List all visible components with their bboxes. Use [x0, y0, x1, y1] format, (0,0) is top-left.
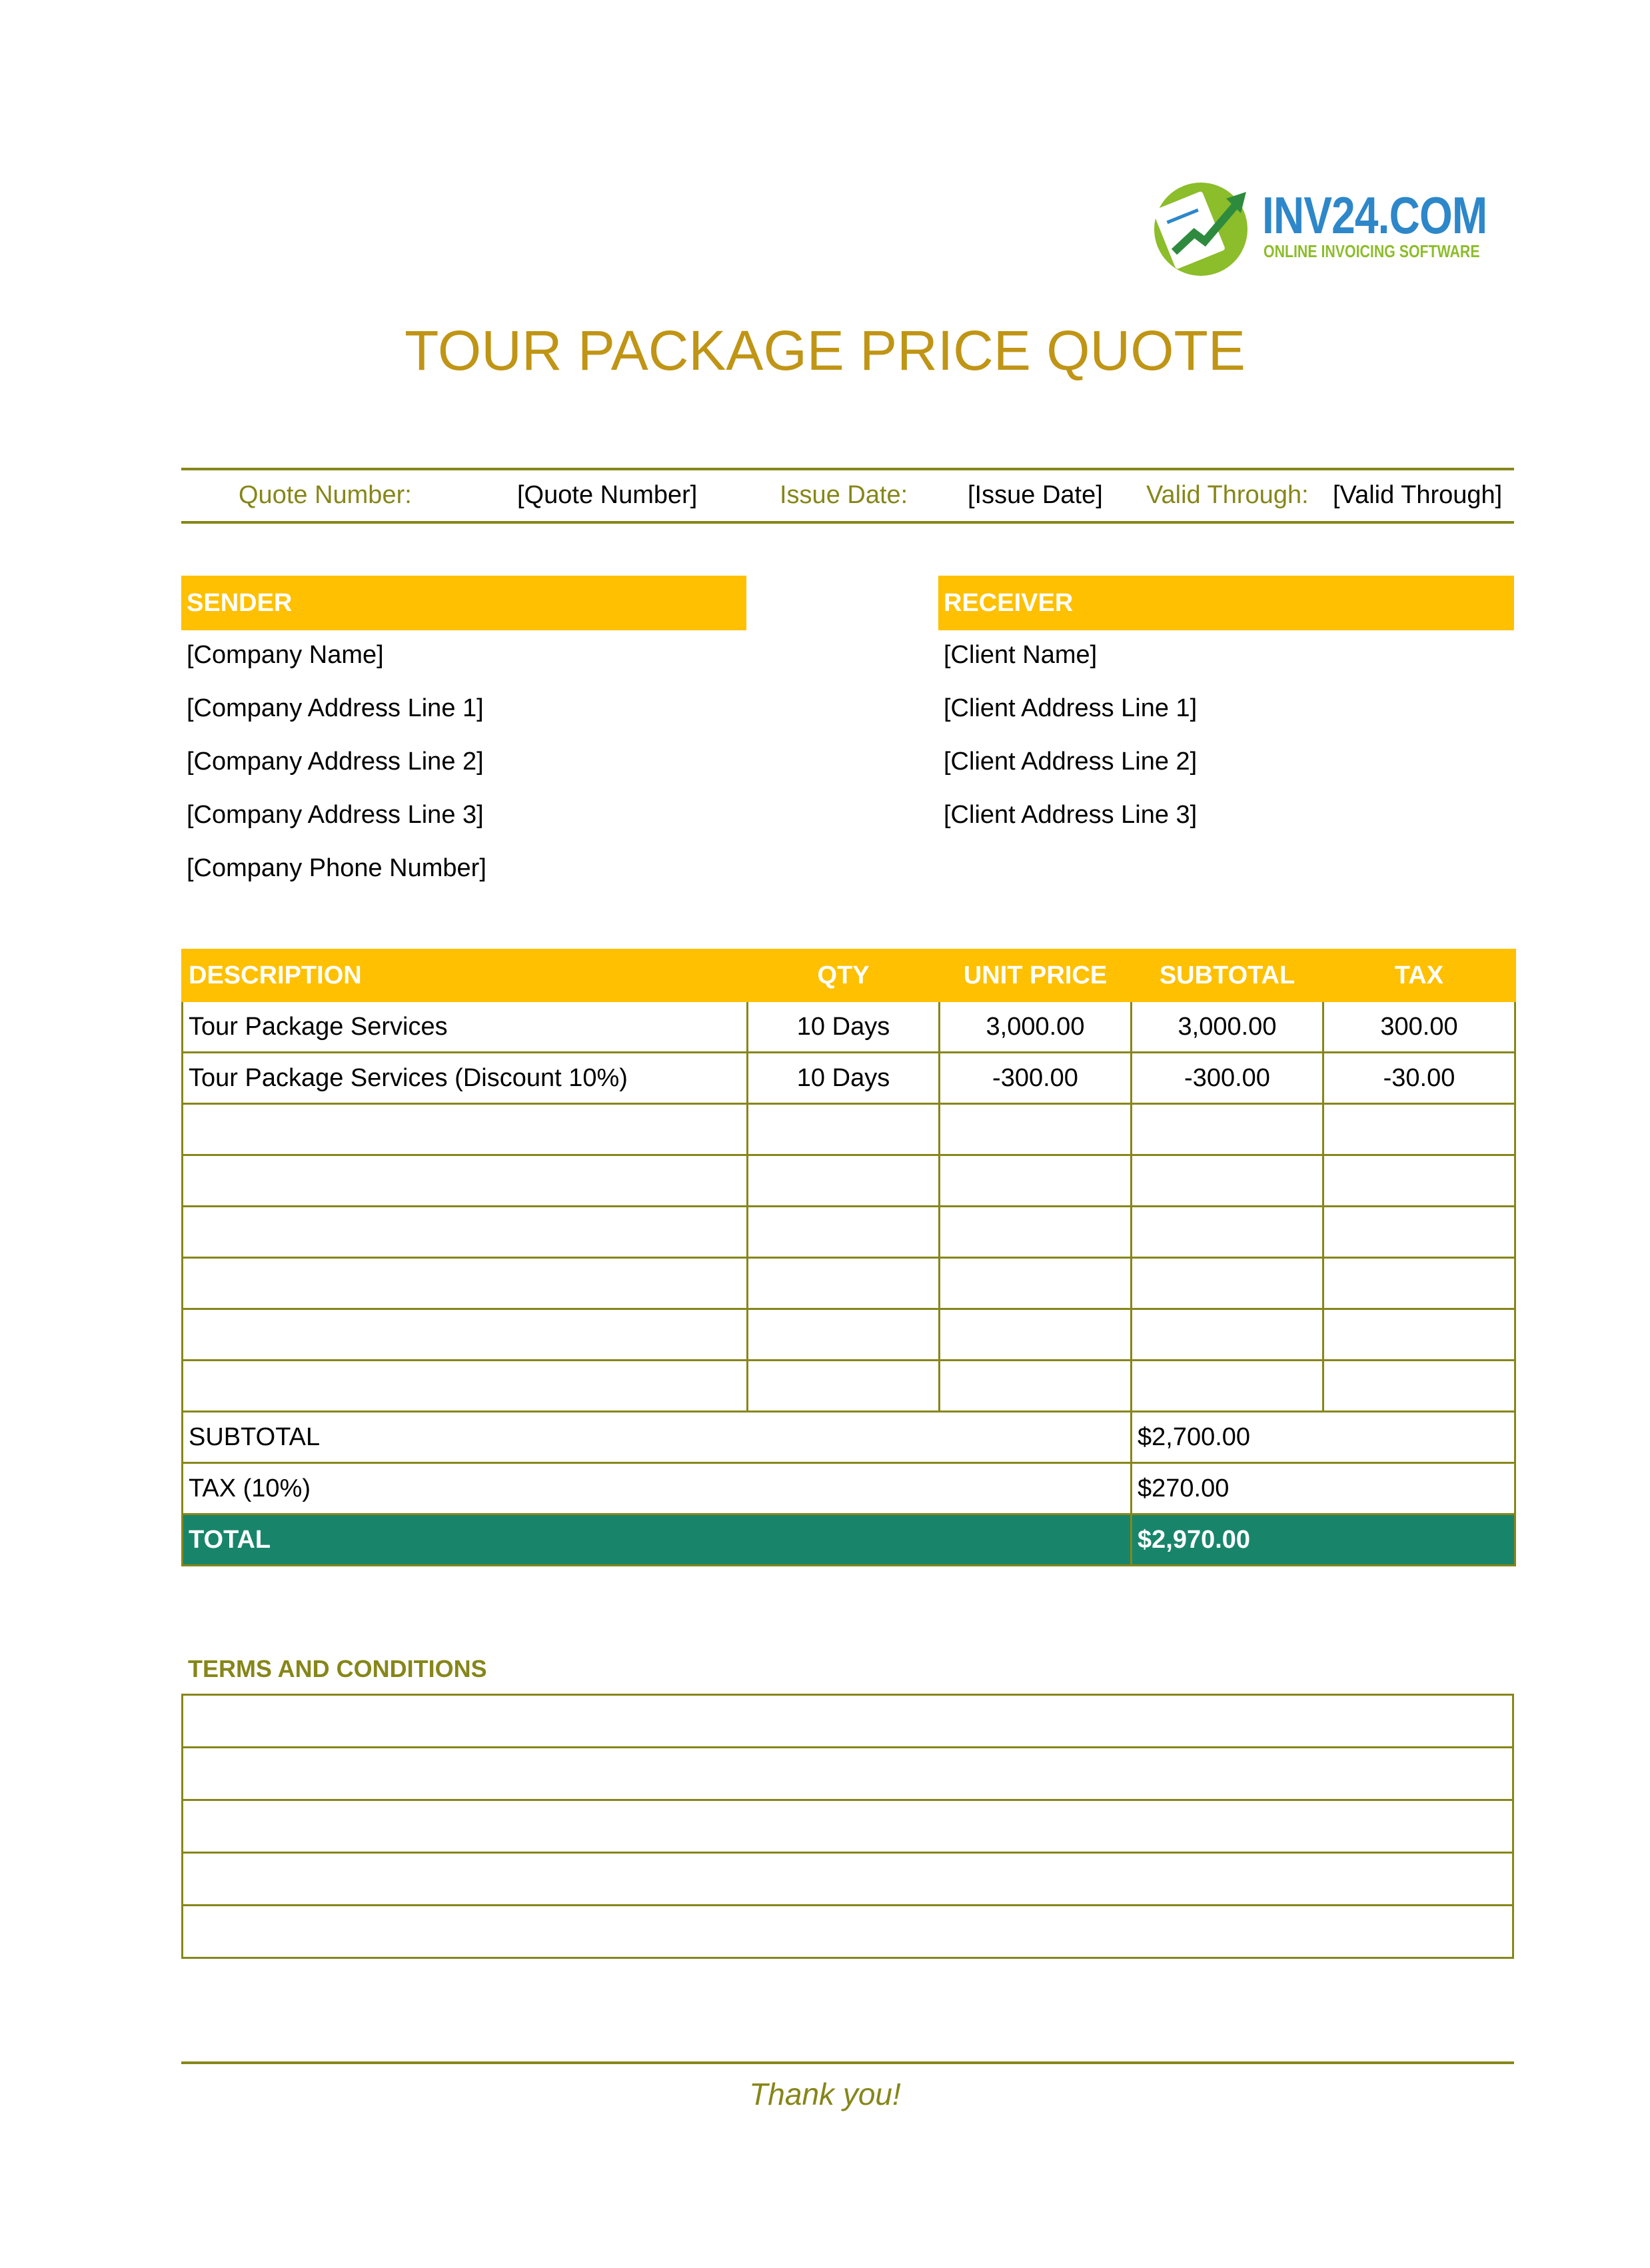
- item-tax[interactable]: [1323, 1104, 1515, 1155]
- item-description[interactable]: Tour Package Services: [183, 1001, 748, 1053]
- item-description[interactable]: [183, 1361, 748, 1412]
- header-subtotal: SUBTOTAL: [1132, 950, 1323, 1001]
- valid-through-label: Valid Through:: [1146, 481, 1309, 509]
- item-unit-price[interactable]: [940, 1361, 1132, 1412]
- header-unit-price: UNIT PRICE: [940, 950, 1132, 1001]
- tax-label: TAX (10%): [183, 1463, 1132, 1514]
- subtotal-row: [183, 1412, 1515, 1463]
- item-tax[interactable]: [1323, 1258, 1515, 1309]
- item-subtotal[interactable]: 3,000.00: [1132, 1001, 1323, 1053]
- total-value: $2,970.00: [1132, 1514, 1515, 1566]
- receiver-client-name: [Client Name]: [944, 641, 1098, 669]
- item-tax[interactable]: [1323, 1361, 1515, 1412]
- terms-table: [181, 1694, 1514, 1959]
- item-subtotal[interactable]: [1132, 1258, 1323, 1309]
- item-tax[interactable]: [1323, 1207, 1515, 1258]
- footer-rule: [181, 2061, 1514, 2064]
- item-qty[interactable]: [748, 1104, 940, 1155]
- item-subtotal[interactable]: [1132, 1155, 1323, 1207]
- company-logo: [1148, 172, 1487, 279]
- tax-row: [183, 1463, 1515, 1514]
- terms-row: [183, 1748, 1513, 1800]
- quote-number-label: Quote Number:: [239, 481, 412, 509]
- terms-cell[interactable]: [183, 1748, 1513, 1800]
- terms-heading: TERMS AND CONDITIONS: [188, 1655, 487, 1682]
- item-qty[interactable]: [748, 1258, 940, 1309]
- table-row: [183, 1361, 1515, 1412]
- sender-address-line-2: [Company Address Line 2]: [187, 748, 484, 776]
- meta-top-rule: [181, 468, 1514, 470]
- receiver-address-line-3: [Client Address Line 3]: [944, 801, 1198, 829]
- item-tax[interactable]: 300.00: [1323, 1001, 1515, 1053]
- header-description: DESCRIPTION: [183, 950, 748, 1001]
- item-description[interactable]: [183, 1104, 748, 1155]
- terms-row: [183, 1800, 1513, 1853]
- subtotal-label: SUBTOTAL: [183, 1412, 1132, 1463]
- sender-heading: SENDER: [187, 589, 293, 617]
- table-row: [183, 1053, 1515, 1104]
- item-qty[interactable]: [748, 1155, 940, 1207]
- issue-date-value: [Issue Date]: [968, 481, 1103, 509]
- document-title: TOUR PACKAGE PRICE QUOTE: [405, 319, 1245, 382]
- receiver-header: [938, 576, 1514, 630]
- logo-text: INV24.COM: [1262, 186, 1487, 245]
- item-unit-price[interactable]: [940, 1258, 1132, 1309]
- items-header-row: [183, 950, 1515, 1001]
- table-row: [183, 1155, 1515, 1207]
- item-subtotal[interactable]: [1132, 1104, 1323, 1155]
- sender-company-name: [Company Name]: [187, 641, 384, 669]
- logo-tagline: ONLINE INVOICING SOFTWARE: [1263, 241, 1480, 261]
- item-unit-price[interactable]: [940, 1104, 1132, 1155]
- item-tax[interactable]: [1323, 1155, 1515, 1207]
- table-row: [183, 1309, 1515, 1361]
- terms-row: [183, 1853, 1513, 1906]
- item-qty[interactable]: [748, 1207, 940, 1258]
- meta-bottom-rule: [181, 521, 1514, 524]
- item-tax[interactable]: [1323, 1309, 1515, 1361]
- item-subtotal[interactable]: -300.00: [1132, 1053, 1323, 1104]
- item-description[interactable]: [183, 1258, 748, 1309]
- item-qty[interactable]: 10 Days: [748, 1001, 940, 1053]
- sender-address-line-1: [Company Address Line 1]: [187, 694, 484, 722]
- total-label: TOTAL: [183, 1514, 1132, 1566]
- item-description[interactable]: Tour Package Services (Discount 10%): [183, 1053, 748, 1104]
- subtotal-value: $2,700.00: [1132, 1412, 1515, 1463]
- table-row: [183, 1001, 1515, 1053]
- logo-mark-icon: [1148, 172, 1261, 279]
- tax-value: $270.00: [1132, 1463, 1515, 1514]
- table-row: [183, 1258, 1515, 1309]
- item-unit-price[interactable]: [940, 1155, 1132, 1207]
- quote-number-value: [Quote Number]: [517, 481, 698, 509]
- table-row: [183, 1104, 1515, 1155]
- receiver-address-line-1: [Client Address Line 1]: [944, 694, 1198, 722]
- item-tax[interactable]: -30.00: [1323, 1053, 1515, 1104]
- item-description[interactable]: [183, 1207, 748, 1258]
- terms-row: [183, 1906, 1513, 1958]
- thank-you-text: Thank you!: [749, 2077, 901, 2111]
- issue-date-label: Issue Date:: [780, 481, 908, 509]
- terms-row: [183, 1695, 1513, 1748]
- item-qty[interactable]: [748, 1309, 940, 1361]
- item-description[interactable]: [183, 1155, 748, 1207]
- valid-through-value: [Valid Through]: [1333, 481, 1503, 509]
- item-unit-price[interactable]: [940, 1309, 1132, 1361]
- header-tax: TAX: [1323, 950, 1515, 1001]
- item-subtotal[interactable]: [1132, 1361, 1323, 1412]
- item-unit-price[interactable]: -300.00: [940, 1053, 1132, 1104]
- items-table: [181, 949, 1516, 1566]
- item-qty[interactable]: 10 Days: [748, 1053, 940, 1104]
- item-unit-price[interactable]: 3,000.00: [940, 1001, 1132, 1053]
- item-description[interactable]: [183, 1309, 748, 1361]
- table-row: [183, 1207, 1515, 1258]
- terms-cell[interactable]: [183, 1853, 1513, 1906]
- sender-address-line-3: [Company Address Line 3]: [187, 801, 484, 829]
- item-unit-price[interactable]: [940, 1207, 1132, 1258]
- total-row: [183, 1514, 1515, 1566]
- receiver-heading: RECEIVER: [944, 589, 1074, 617]
- sender-header: [181, 576, 746, 630]
- sender-phone: [Company Phone Number]: [187, 854, 486, 882]
- item-qty[interactable]: [748, 1361, 940, 1412]
- item-subtotal[interactable]: [1132, 1207, 1323, 1258]
- terms-cell[interactable]: [183, 1906, 1513, 1958]
- terms-cell[interactable]: [183, 1800, 1513, 1853]
- receiver-address-line-2: [Client Address Line 2]: [944, 748, 1198, 776]
- terms-cell[interactable]: [183, 1695, 1513, 1748]
- item-subtotal[interactable]: [1132, 1309, 1323, 1361]
- header-qty: QTY: [748, 950, 940, 1001]
